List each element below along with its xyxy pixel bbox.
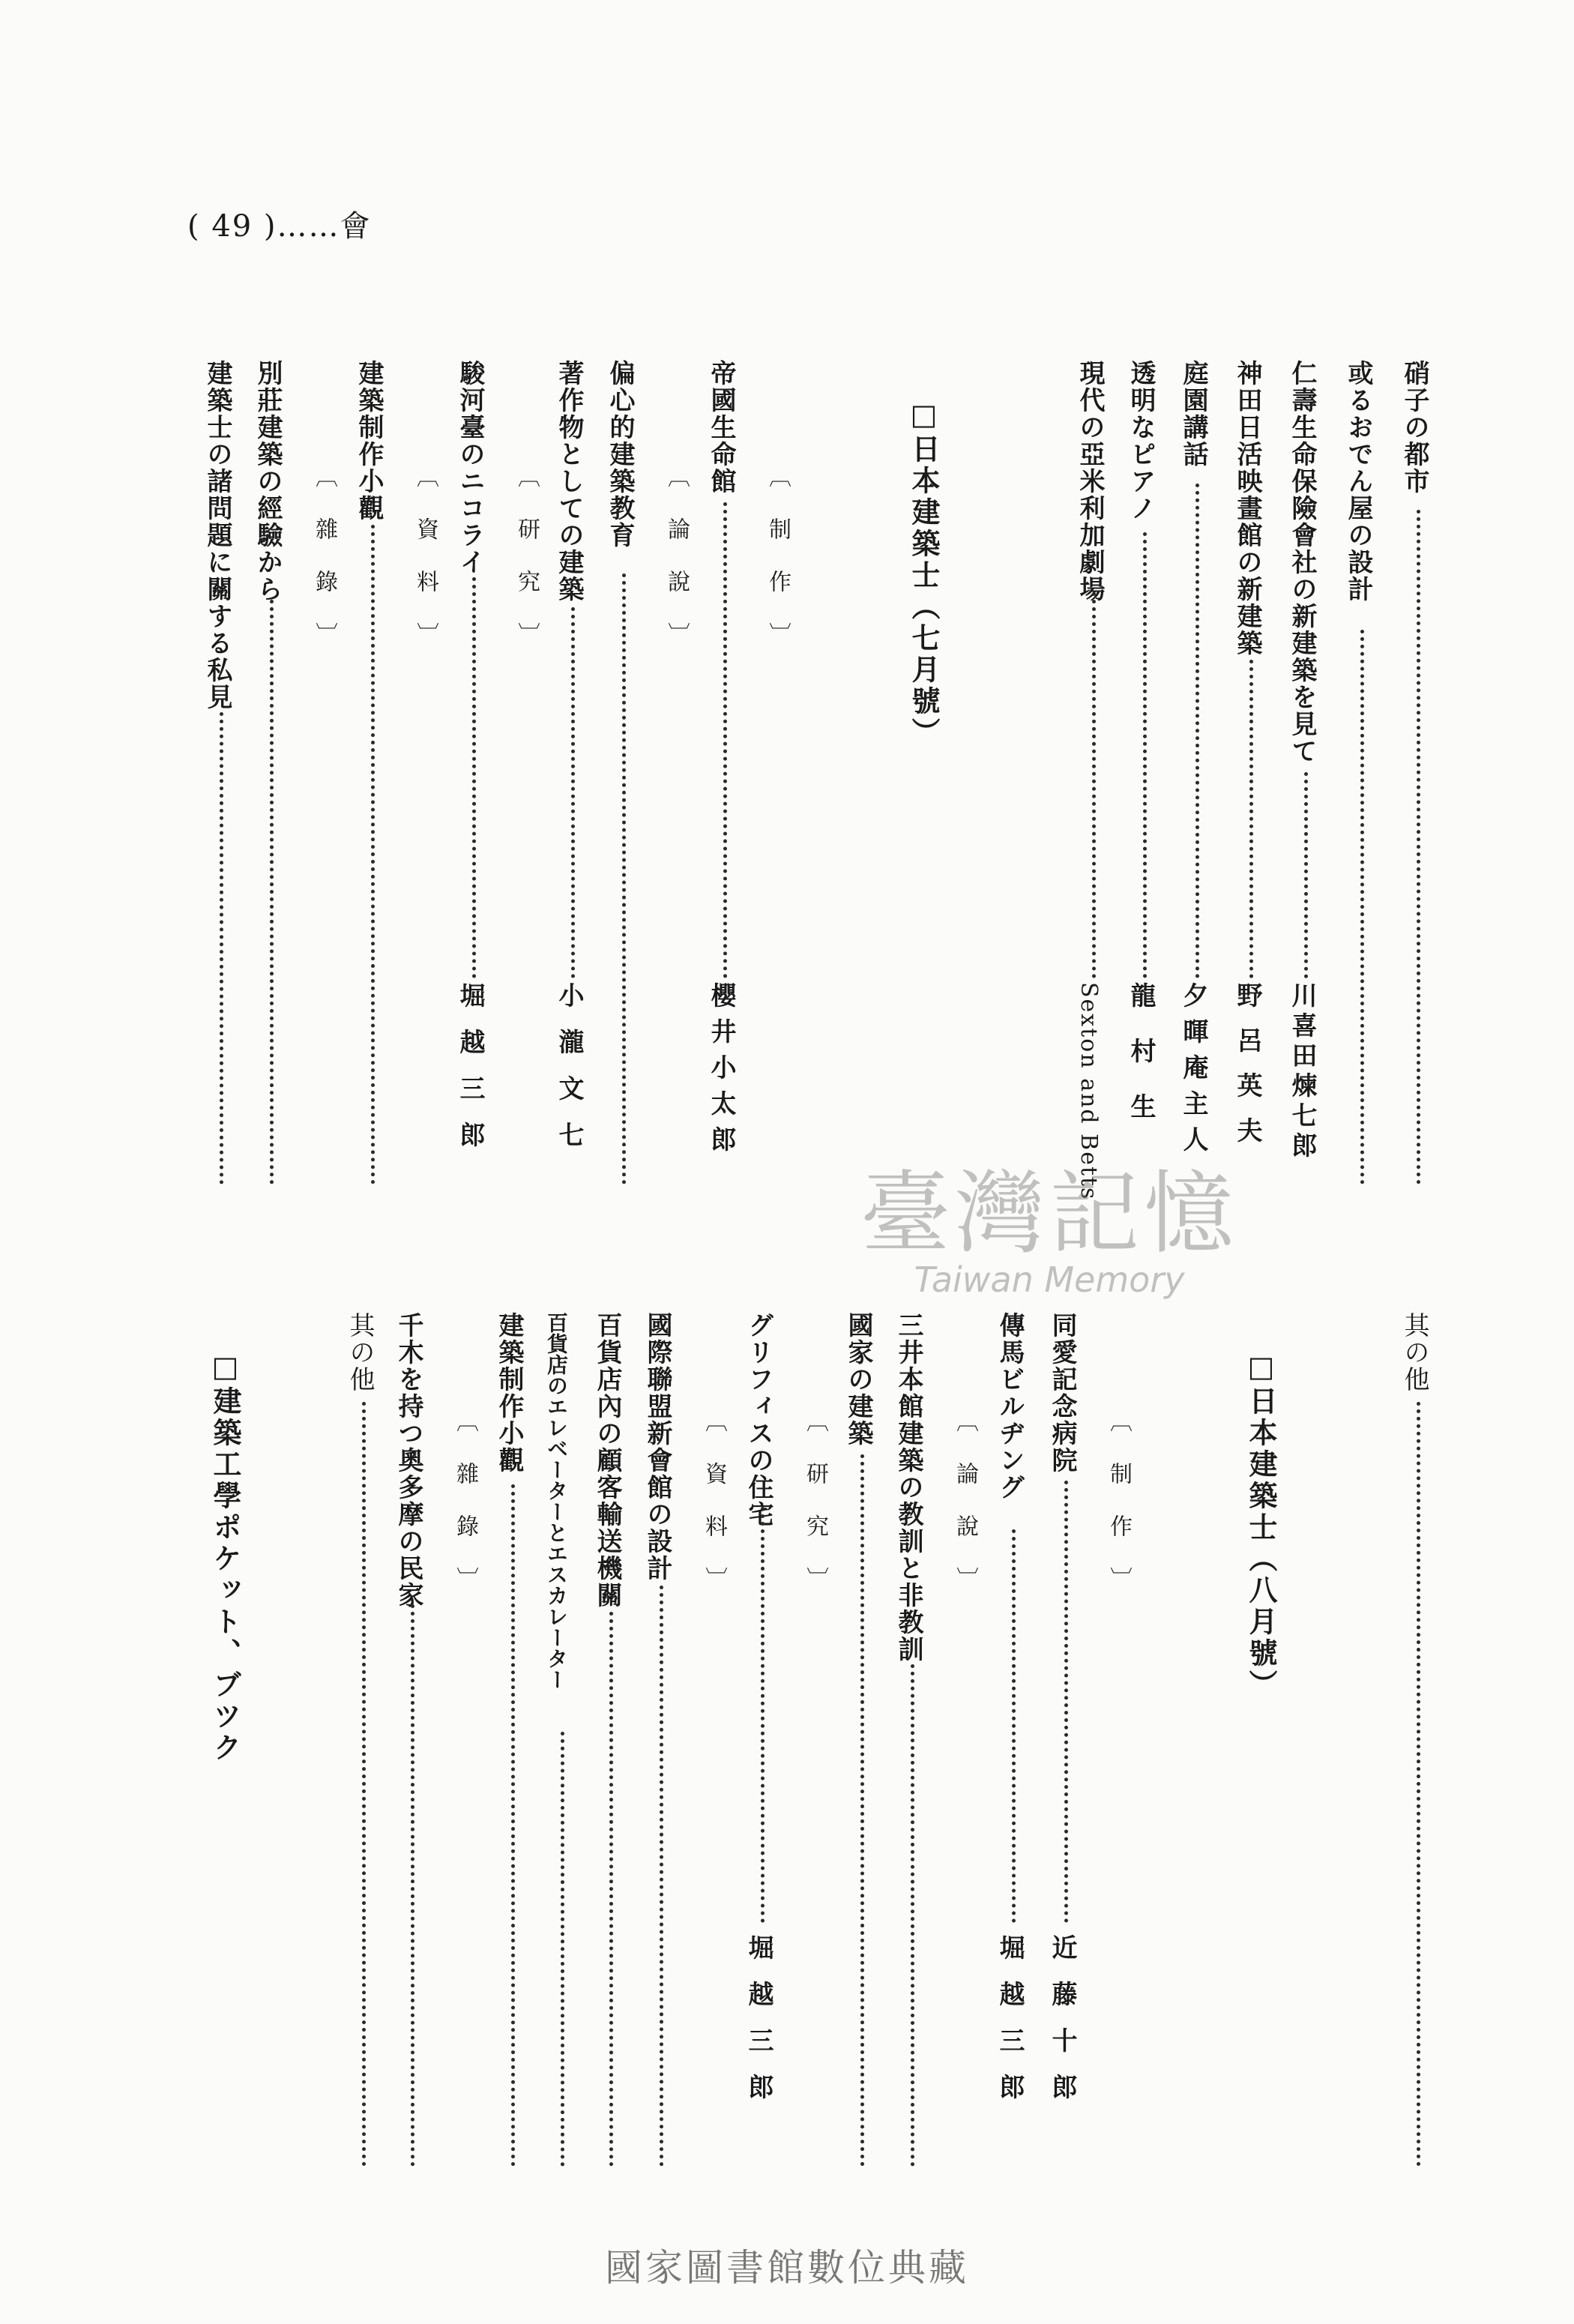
section-heading-july: □日本建築士（七月號） — [907, 397, 941, 749]
toc-entry: 偏心的建築教育 — [607, 360, 637, 1192]
toc-entry: 帝國生命館 櫻井小太郎 — [706, 360, 736, 1162]
watermark-subtitle: Taiwan Memory — [914, 1259, 1185, 1300]
toc-entry: 庭園講話 夕暉庵主人 — [1178, 360, 1208, 1162]
toc-entry: 傳馬ビルヂング 堀越三郎 — [995, 1312, 1025, 2120]
watermark-title: 臺灣記憶 — [860, 1162, 1238, 1266]
page-number: ( 49 )……會 — [187, 209, 372, 244]
category-label: 〔雜錄〕 — [311, 465, 337, 675]
toc-entry: 三井本館建築の教訓と非教訓 — [896, 1312, 926, 2174]
category-label: 〔制作〕 — [765, 465, 791, 675]
toc-entry: 硝子の都市 — [1402, 360, 1432, 1192]
section-heading-august: □日本建築士（八月號） — [1244, 1349, 1278, 1701]
toc-entry: 國際聯盟新會館の設計 — [645, 1312, 675, 2174]
toc-entry: 現代の亞米利加劇場 Sexton and Betts — [1075, 360, 1105, 1201]
category-label: 〔論說〕 — [663, 465, 690, 675]
toc-entry: 國家の建築 — [845, 1312, 875, 2174]
toc-entry: グリフィスの住宅 堀越三郎 — [744, 1312, 774, 2120]
toc-entry: 或るおでん屋の設計 — [1345, 360, 1375, 1192]
toc-entry: 百貨店のエレベーターとエスカレーター — [546, 1312, 576, 2174]
footer-collection-label: 國家圖書館數位典藏 — [605, 2246, 969, 2290]
watermark — [787, 1162, 1312, 1301]
category-label: 〔研究〕 — [513, 465, 540, 675]
toc-entry: 駿河臺のニコライ 堀越三郎 — [455, 360, 485, 1168]
category-label: 〔資料〕 — [701, 1409, 727, 1619]
toc-entry: 同愛記念病院 近藤十郎 — [1047, 1312, 1077, 2120]
toc-entry: 透明なピアノ 龍村生 — [1126, 360, 1156, 1149]
category-label: 〔資料〕 — [412, 465, 438, 675]
category-label: 〔制作〕 — [1106, 1409, 1132, 1619]
toc-entry: 神田日活映畫館の新建築 野呂英夫 — [1232, 360, 1262, 1162]
toc-entry: 著作物としての建築 小瀧文七 — [554, 360, 584, 1168]
toc-entry: 建築制作小觀 — [496, 1312, 526, 2174]
toc-entry: 其の他 — [1402, 1312, 1432, 2174]
section-heading-pocket: □建築工學ポケット、ブツク — [208, 1349, 242, 1764]
category-label: 〔雜錄〕 — [452, 1409, 478, 1619]
toc-entry: 百貨店內の顧客輸送機關 — [594, 1312, 624, 2174]
toc-entry: 建築士の諸問題に關する私見 — [205, 360, 235, 1192]
toc-entry: 千木を持つ奧多摩の民家 — [396, 1312, 426, 2174]
category-label: 〔研究〕 — [802, 1409, 828, 1619]
category-label: 〔論說〕 — [952, 1409, 978, 1619]
toc-entry: 其の他 — [347, 1312, 377, 2174]
toc-entry: 別莊建築の經驗から — [255, 360, 285, 1192]
toc-entry: 仁壽生命保險會社の新建築を見て 川喜田煉七郎 — [1287, 360, 1317, 1162]
toc-entry: 建築制作小觀 — [356, 360, 386, 1192]
